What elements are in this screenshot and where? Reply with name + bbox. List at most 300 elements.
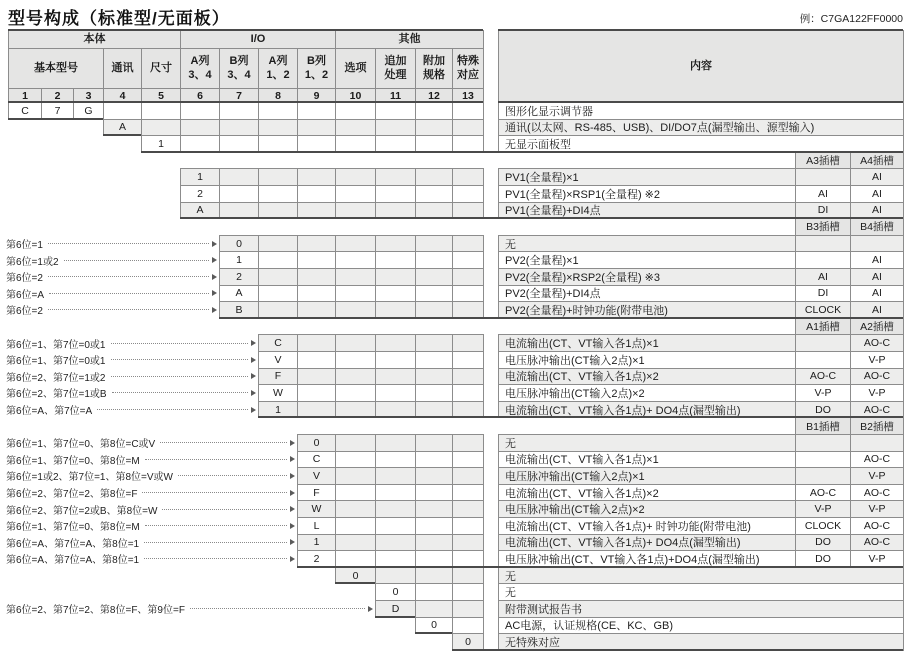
empty-code-cell <box>258 285 298 303</box>
empty-code-cell <box>297 168 336 186</box>
dotted-leader-line <box>162 509 287 510</box>
slot-value-cell: AI <box>795 268 851 286</box>
slot-value-cell <box>795 235 851 253</box>
column-number-cell: 13 <box>452 88 484 103</box>
empty-code-cell <box>375 484 416 502</box>
content-cell: 电流输出(CT、VT输入各1点)×2 <box>498 368 796 386</box>
empty-code-cell <box>335 102 376 120</box>
empty-code-cell <box>452 467 484 485</box>
slot-value-cell <box>795 434 851 452</box>
code-cell: 0 <box>452 633 484 651</box>
empty-code-cell <box>180 102 220 120</box>
empty-code-cell <box>297 235 336 253</box>
slot-value-cell: AI <box>850 251 904 269</box>
empty-code-cell <box>415 434 453 452</box>
empty-code-cell <box>452 251 484 269</box>
empty-code-cell <box>335 384 376 402</box>
empty-code-cell <box>375 351 416 369</box>
slot-value-cell: V-P <box>850 351 904 369</box>
empty-code-cell <box>452 451 484 469</box>
code-cell: 2 <box>297 550 336 568</box>
arrowhead-icon <box>212 241 217 247</box>
content-cell: PV2(全量程)+时钟功能(附带电池) <box>498 301 796 319</box>
arrowhead-icon <box>290 539 295 545</box>
slot-value-cell: AO-C <box>850 401 904 419</box>
page-title: 型号构成（标准型/无面板） <box>8 9 230 28</box>
divider-line <box>375 616 415 618</box>
content-cell: 电压脉冲输出(CT、VT输入各1点)+DO4点(漏型输出) <box>498 550 796 568</box>
condition-label-text: 第6位=1、第7位=0或1 <box>6 339 106 351</box>
empty-code-cell <box>415 185 453 203</box>
code-cell: A <box>103 119 142 137</box>
condition-label <box>6 268 217 286</box>
condition-label <box>6 285 217 303</box>
empty-code-cell <box>375 567 416 585</box>
empty-code-cell <box>415 567 453 585</box>
empty-code-cell <box>335 251 376 269</box>
empty-code-cell <box>375 500 416 518</box>
condition-label <box>6 235 217 253</box>
condition-label-text: 第6位=1或2 <box>6 256 59 268</box>
slot-header-cell: A1插槽 <box>795 318 851 336</box>
empty-code-cell <box>297 351 336 369</box>
code-cell: 1 <box>297 534 336 552</box>
empty-code-cell <box>141 119 181 137</box>
empty-code-cell <box>335 500 376 518</box>
slot-value-cell: V-P <box>795 384 851 402</box>
empty-code-cell <box>375 451 416 469</box>
empty-code-cell <box>375 368 416 386</box>
empty-code-cell <box>452 351 484 369</box>
divider-line <box>8 101 483 103</box>
group-header-cell: I/O <box>180 30 336 49</box>
empty-code-cell <box>452 583 484 601</box>
content-cell: PV2(全量程)×1 <box>498 251 796 269</box>
slot-header-cell: A2插槽 <box>850 318 904 336</box>
arrowhead-icon <box>212 257 217 263</box>
slot-value-cell <box>850 235 904 253</box>
empty-code-cell <box>375 268 416 286</box>
column-number-cell: 2 <box>41 88 74 103</box>
condition-label <box>6 434 295 452</box>
arrowhead-icon <box>290 456 295 462</box>
subheader-cell <box>415 48 453 89</box>
empty-code-cell <box>452 434 484 452</box>
code-cell: A <box>180 202 220 220</box>
code-cell: 1 <box>258 401 298 419</box>
content-cell: 电流输出(CT、VT输入各1点)+ 时钟功能(附带电池) <box>498 517 796 535</box>
divider-line <box>8 29 483 31</box>
divider-line <box>452 649 903 651</box>
column-number-cell: 10 <box>335 88 376 103</box>
condition-label-text: 第6位=2 <box>6 273 43 285</box>
subheader-line: 追加 <box>384 54 407 67</box>
divider-line <box>297 566 903 568</box>
empty-code-cell <box>452 235 484 253</box>
condition-label-text: 第6位=A、第7位=A、第8位=1 <box>6 538 140 550</box>
subheader-line: 通讯 <box>111 61 134 74</box>
code-cell: C <box>8 102 42 120</box>
condition-label <box>6 517 295 535</box>
condition-label <box>6 384 256 402</box>
condition-label-text: 第6位=2、第7位=1或B <box>6 389 107 401</box>
slot-value-cell: V-P <box>850 550 904 568</box>
slot-value-cell <box>795 334 851 352</box>
code-cell: A <box>219 285 259 303</box>
subheader-cell <box>103 48 142 89</box>
empty-code-cell <box>258 168 298 186</box>
slot-value-cell: AO-C <box>850 368 904 386</box>
empty-code-cell <box>258 102 298 120</box>
empty-code-cell <box>415 451 453 469</box>
condition-label-text: 第6位=1、第7位=0、第8位=C或V <box>6 439 156 451</box>
empty-code-cell <box>452 334 484 352</box>
dotted-leader-line <box>178 475 287 476</box>
empty-code-cell <box>415 168 453 186</box>
divider-line <box>8 118 103 120</box>
empty-code-cell <box>297 251 336 269</box>
code-cell: C <box>297 451 336 469</box>
subheader-line: 3、4 <box>188 68 212 81</box>
empty-code-cell <box>415 583 453 601</box>
arrowhead-icon <box>290 556 295 562</box>
dotted-leader-line <box>49 293 209 294</box>
condition-label <box>6 451 295 469</box>
arrowhead-icon <box>251 340 256 346</box>
empty-code-cell <box>219 185 259 203</box>
divider-line <box>335 582 375 584</box>
empty-code-cell <box>258 251 298 269</box>
empty-code-cell <box>415 517 453 535</box>
slot-value-cell <box>795 351 851 369</box>
empty-code-cell <box>452 500 484 518</box>
content-cell: 无 <box>498 434 796 452</box>
divider-line <box>498 101 903 103</box>
condition-label <box>6 301 217 319</box>
content-cell: 通讯(以太网、RS-485、USB)、DI/DO7点(漏型输出、源型输入) <box>498 119 904 137</box>
empty-code-cell <box>415 102 453 120</box>
slot-value-cell: V-P <box>850 500 904 518</box>
subheader-cell <box>180 48 220 89</box>
content-cell: 无特殊对应 <box>498 633 904 651</box>
code-cell: 1 <box>219 251 259 269</box>
arrowhead-icon <box>290 490 295 496</box>
slot-value-cell: DI <box>795 202 851 220</box>
dotted-leader-line <box>48 243 209 244</box>
slot-value-cell: AO-C <box>795 368 851 386</box>
content-cell: PV1(全量程)×RSP1(全量程) ※2 <box>498 185 796 203</box>
arrowhead-icon <box>290 473 295 479</box>
subheader-line: A列 <box>190 54 210 67</box>
condition-label <box>6 368 256 386</box>
dotted-leader-line <box>112 392 248 393</box>
content-cell: 无 <box>498 583 904 601</box>
arrowhead-icon <box>251 390 256 396</box>
slot-value-cell: AO-C <box>795 484 851 502</box>
column-number-cell: 7 <box>219 88 259 103</box>
empty-code-cell <box>415 334 453 352</box>
condition-label-text: 第6位=2、第7位=2、第8位=F <box>6 489 138 501</box>
content-cell: 无显示面板型 <box>498 135 904 153</box>
content-cell: PV1(全量程)+DI4点 <box>498 202 796 220</box>
condition-label <box>6 484 295 502</box>
divider-line <box>415 632 452 634</box>
condition-label <box>6 500 295 518</box>
empty-code-cell <box>415 285 453 303</box>
subheader-cell <box>258 48 298 89</box>
empty-code-cell <box>375 168 416 186</box>
content-cell: 电压脉冲输出(CT输入2点)×2 <box>498 384 796 402</box>
divider-line <box>180 217 903 219</box>
empty-code-cell <box>335 168 376 186</box>
empty-code-cell <box>415 351 453 369</box>
subheader-line: 1、2 <box>266 68 290 81</box>
code-cell: W <box>258 384 298 402</box>
dotted-leader-line <box>142 492 287 493</box>
code-cell: 2 <box>180 185 220 203</box>
code-cell: G <box>73 102 104 120</box>
empty-code-cell <box>452 119 484 137</box>
subheader-line: 特殊 <box>457 54 479 67</box>
subheader-line: 对应 <box>457 68 479 81</box>
slot-header-cell: B4插槽 <box>850 218 904 236</box>
code-cell: 0 <box>375 583 416 601</box>
empty-code-cell <box>297 268 336 286</box>
content-cell: 电压脉冲输出(CT输入2点)×1 <box>498 351 796 369</box>
code-cell: 2 <box>219 268 259 286</box>
condition-label <box>6 251 217 269</box>
subheader-line: 尺寸 <box>150 61 172 74</box>
slot-header-cell: A4插槽 <box>850 152 904 170</box>
code-cell: L <box>297 517 336 535</box>
slot-value-cell: AO-C <box>850 334 904 352</box>
empty-code-cell <box>375 517 416 535</box>
empty-code-cell <box>375 235 416 253</box>
content-cell: 图形化显示调节器 <box>498 102 904 120</box>
arrowhead-icon <box>368 606 373 612</box>
dotted-leader-line <box>111 359 249 360</box>
condition-label-text: 第6位=A、第7位=A、第8位=1 <box>6 555 140 567</box>
empty-code-cell <box>415 235 453 253</box>
slot-value-cell: AI <box>850 301 904 319</box>
empty-code-cell <box>375 434 416 452</box>
content-cell: 附带测试报告书 <box>498 600 904 618</box>
slot-header-cell: B2插槽 <box>850 417 904 435</box>
condition-label-text: 第6位=1、第7位=0、第8位=M <box>6 455 140 467</box>
subheader-cell <box>219 48 259 89</box>
content-header-cell: 内容 <box>498 30 904 103</box>
empty-code-cell <box>219 119 259 137</box>
column-number-cell: 1 <box>8 88 42 103</box>
code-cell: 1 <box>180 168 220 186</box>
slot-value-cell <box>795 168 851 186</box>
empty-code-cell <box>297 285 336 303</box>
arrowhead-icon <box>290 523 295 529</box>
empty-code-cell <box>415 484 453 502</box>
empty-code-cell <box>452 484 484 502</box>
empty-code-cell <box>335 119 376 137</box>
code-cell: D <box>375 600 416 618</box>
dotted-leader-line <box>111 376 249 377</box>
empty-code-cell <box>452 285 484 303</box>
empty-code-cell <box>375 251 416 269</box>
condition-label-text: 第6位=1或2、第7位=1、第8位=V或W <box>6 472 173 484</box>
slot-value-cell: AI <box>795 185 851 203</box>
code-cell: 1 <box>141 135 181 153</box>
empty-code-cell <box>335 334 376 352</box>
empty-code-cell <box>452 102 484 120</box>
subheader-line: 1、2 <box>304 68 329 81</box>
code-cell: 0 <box>415 617 453 635</box>
slot-value-cell: AI <box>850 268 904 286</box>
slot-value-cell: AI <box>850 168 904 186</box>
code-cell: 7 <box>41 102 74 120</box>
empty-code-cell <box>335 484 376 502</box>
subheader-cell <box>452 48 484 89</box>
empty-code-cell <box>375 285 416 303</box>
content-cell: AC电源，认证规格(CE、KC、GB) <box>498 617 904 635</box>
divider-line <box>141 151 903 153</box>
empty-code-cell <box>415 268 453 286</box>
subheader-cell <box>141 48 181 89</box>
condition-label-text: 第6位=A <box>6 289 45 301</box>
content-cell: 电压脉冲输出(CT输入2点)×1 <box>498 467 796 485</box>
empty-code-cell <box>297 185 336 203</box>
slot-value-cell <box>850 434 904 452</box>
slot-value-cell: V-P <box>850 384 904 402</box>
slot-value-cell: DI <box>795 285 851 303</box>
condition-label <box>6 351 256 369</box>
slot-value-cell: AI <box>850 202 904 220</box>
slot-value-cell: DO <box>795 550 851 568</box>
empty-code-cell <box>375 467 416 485</box>
empty-code-cell <box>452 600 484 618</box>
condition-label-text: 第6位=2 <box>6 306 43 318</box>
column-number-cell: 5 <box>141 88 181 103</box>
example-model-code: 例：C7GA122FF0000 <box>799 13 903 25</box>
subheader-line: 附加 <box>423 54 445 67</box>
slot-value-cell <box>795 467 851 485</box>
dotted-leader-line <box>160 442 287 443</box>
content-cell: 电流输出(CT、VT输入各1点)×1 <box>498 334 796 352</box>
empty-code-cell <box>415 467 453 485</box>
empty-code-cell <box>335 351 376 369</box>
slot-header-cell: B1插槽 <box>795 417 851 435</box>
empty-code-cell <box>375 119 416 137</box>
column-number-cell: 4 <box>103 88 142 103</box>
empty-code-cell <box>452 268 484 286</box>
arrowhead-icon <box>212 290 217 296</box>
column-number-cell: 8 <box>258 88 298 103</box>
slot-value-cell: AO-C <box>850 484 904 502</box>
empty-code-cell <box>180 119 220 137</box>
empty-code-cell <box>415 534 453 552</box>
divider-line <box>103 134 141 136</box>
arrowhead-icon <box>251 373 256 379</box>
content-cell: 电流输出(CT、VT输入各1点)+ DO4点(漏型输出) <box>498 534 796 552</box>
code-cell: V <box>297 467 336 485</box>
empty-code-cell <box>415 384 453 402</box>
content-cell: 电流输出(CT、VT输入各1点)×1 <box>498 451 796 469</box>
slot-value-cell: AO-C <box>850 534 904 552</box>
empty-code-cell <box>452 517 484 535</box>
empty-code-cell <box>375 102 416 120</box>
slot-value-cell: AI <box>850 185 904 203</box>
content-cell: 电流输出(CT、VT输入各1点)×2 <box>498 484 796 502</box>
subheader-line: 选项 <box>344 61 367 74</box>
subheader-line: B列 <box>229 54 249 67</box>
divider-line <box>498 29 903 31</box>
slot-value-cell: DO <box>795 401 851 419</box>
code-cell: 0 <box>219 235 259 253</box>
subheader-line: 3、4 <box>227 68 251 81</box>
content-cell: PV2(全量程)×RSP2(全量程) ※3 <box>498 268 796 286</box>
code-cell: 0 <box>335 567 376 585</box>
empty-code-cell <box>258 268 298 286</box>
divider-line <box>219 317 903 319</box>
slot-value-cell: AI <box>850 285 904 303</box>
content-cell: 无 <box>498 235 796 253</box>
arrowhead-icon <box>290 506 295 512</box>
empty-code-cell <box>335 268 376 286</box>
empty-code-cell <box>103 102 142 120</box>
code-cell: V <box>258 351 298 369</box>
dotted-leader-line <box>145 525 287 526</box>
code-cell: F <box>297 484 336 502</box>
empty-code-cell <box>415 600 453 618</box>
empty-code-cell <box>297 384 336 402</box>
subheader-cell <box>8 48 104 89</box>
slot-value-cell: AO-C <box>850 517 904 535</box>
column-number-cell: 3 <box>73 88 104 103</box>
content-cell: PV2(全量程)+DI4点 <box>498 285 796 303</box>
empty-code-cell <box>375 534 416 552</box>
empty-code-cell <box>335 235 376 253</box>
empty-code-cell <box>335 368 376 386</box>
empty-code-cell <box>375 384 416 402</box>
content-cell: 电流输出(CT、VT输入各1点)+ DO4点(漏型输出) <box>498 401 796 419</box>
empty-code-cell <box>258 185 298 203</box>
slot-value-cell: V-P <box>850 467 904 485</box>
empty-code-cell <box>219 168 259 186</box>
group-header-cell: 其他 <box>335 30 484 49</box>
empty-code-cell <box>335 451 376 469</box>
content-cell: 电压脉冲输出(CT输入2点)×2 <box>498 500 796 518</box>
condition-label-text: 第6位=1、第7位=0、第8位=M <box>6 522 140 534</box>
empty-code-cell <box>297 368 336 386</box>
dotted-leader-line <box>48 309 209 310</box>
slot-value-cell: DO <box>795 534 851 552</box>
dotted-leader-line <box>144 542 287 543</box>
arrowhead-icon <box>290 440 295 446</box>
empty-code-cell <box>452 534 484 552</box>
slot-value-cell: V-P <box>795 500 851 518</box>
subheader-cell <box>335 48 376 89</box>
empty-code-cell <box>219 102 259 120</box>
column-number-cell: 6 <box>180 88 220 103</box>
empty-code-cell <box>335 467 376 485</box>
code-cell: F <box>258 368 298 386</box>
empty-code-cell <box>415 119 453 137</box>
subheader-cell <box>297 48 336 89</box>
arrowhead-icon <box>251 407 256 413</box>
slot-value-cell: AO-C <box>850 451 904 469</box>
subheader-cell <box>375 48 416 89</box>
empty-code-cell <box>258 119 298 137</box>
column-number-cell: 11 <box>375 88 416 103</box>
slot-header-cell: A3插槽 <box>795 152 851 170</box>
empty-code-cell <box>452 617 484 635</box>
